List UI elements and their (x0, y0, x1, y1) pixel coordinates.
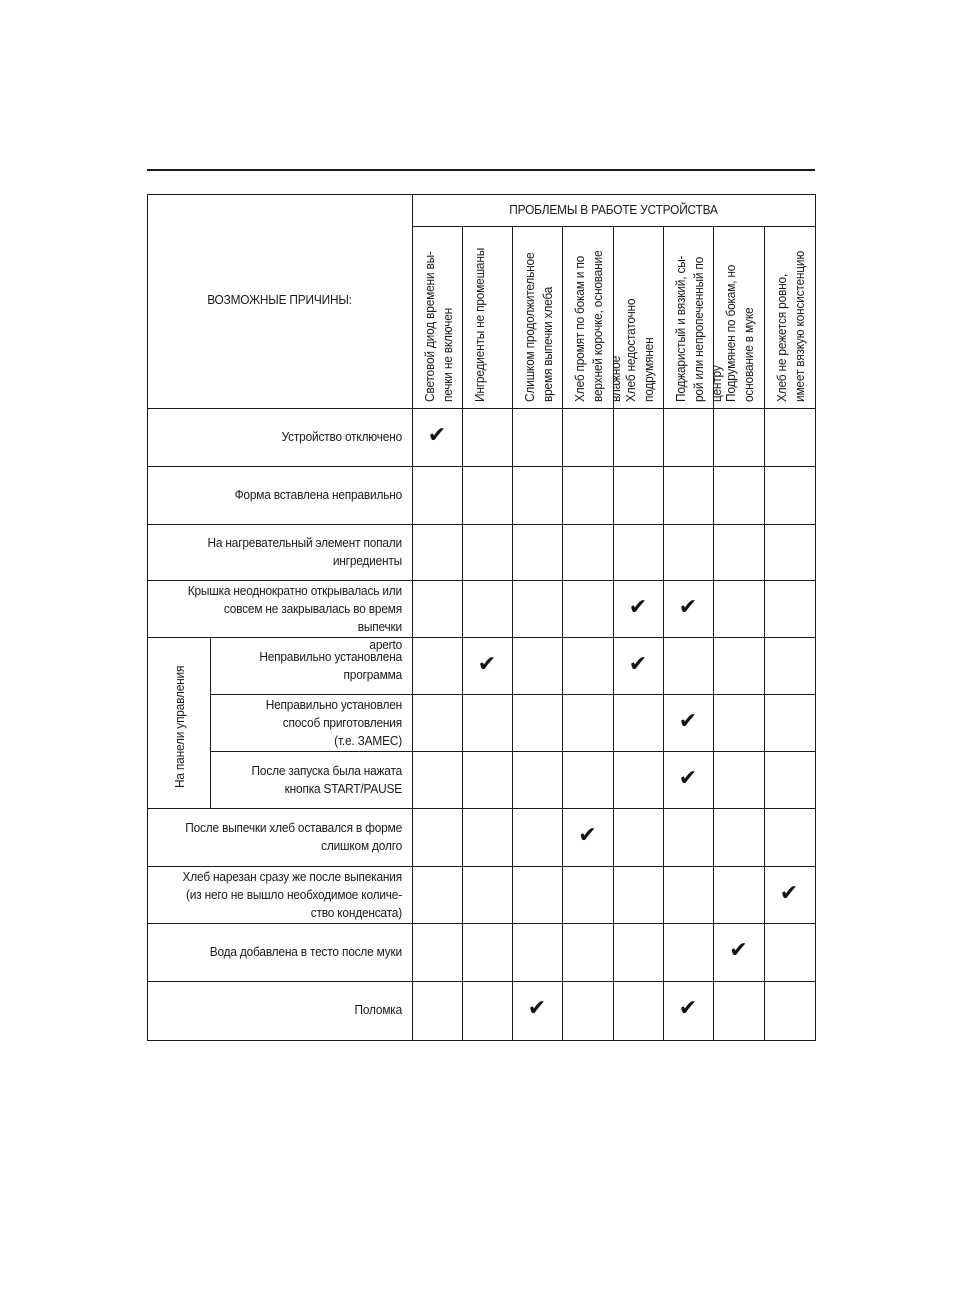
row-line (147, 408, 815, 409)
cause-label-line: ство конденсата) (310, 904, 402, 920)
column-line (764, 226, 765, 1040)
check-mark-icon: ✔ (628, 594, 648, 620)
cause-label-line: способ приготовления (282, 714, 402, 730)
problem-header-line: верхней корочке, основание (590, 250, 605, 402)
column-line (412, 194, 413, 1040)
check-mark-icon: ✔ (678, 594, 698, 620)
problem-header-line: Поджаристый и вязкий, сы- (673, 255, 688, 402)
problem-header-4 (571, 242, 625, 402)
cause-label (178, 943, 402, 961)
column-line (562, 226, 563, 1040)
problem-header-line: влажное (608, 356, 623, 402)
cause-label-line: кнопка START/PAUSE (284, 780, 402, 796)
problem-header-line: Подрумянен по бокам, но (723, 264, 738, 402)
check-mark-icon: ✔ (678, 996, 698, 1021)
problem-header-line: печки не включен (440, 307, 455, 402)
check-mark-icon: ✔ (628, 651, 648, 677)
table-border-left (147, 194, 148, 1041)
check-mark-icon: ✔ (527, 996, 547, 1021)
problem-header-6 (672, 242, 726, 402)
table-border-top (147, 194, 816, 195)
cause-label-line: слишком долго (321, 838, 402, 853)
check-mark-icon: ✔ (678, 765, 698, 791)
group-column-line (210, 637, 211, 808)
top-rule (147, 169, 815, 171)
cause-label-line: Устройство отключено (281, 429, 402, 444)
cause-label-line: совсем не закрывалась во время выпечки (223, 600, 402, 634)
problems-title: ПРОБЛЕМЫ В РАБОТЕ УСТРОЙСТВА (509, 202, 718, 217)
problem-header-7 (722, 242, 758, 402)
causes-title: ВОЗМОЖНЫЕ ПРИЧИНЫ: (207, 292, 352, 307)
column-line (512, 226, 513, 1040)
cause-label (235, 762, 402, 798)
problem-header-line: имеет вязкую консистенцию (792, 250, 807, 402)
cause-label (178, 534, 402, 570)
problem-header-2 (471, 242, 489, 402)
problem-header-line: основание в муке (741, 307, 756, 402)
problem-header-line: Ингредиенты не промешаны (472, 247, 487, 402)
column-line (663, 226, 664, 1040)
row-line (210, 751, 815, 752)
cause-label-line: Крышка неоднократно открывалась или (187, 582, 402, 598)
check-mark-icon: ✔ (477, 651, 497, 677)
problem-header-3 (521, 242, 557, 402)
check-mark-icon: ✔ (729, 938, 748, 963)
problem-header-line: подрумянен (641, 337, 656, 402)
problem-header-line: Световой диод времени вы- (422, 251, 437, 402)
table-border-right (815, 194, 816, 1041)
cause-label-line: После выпечки хлеб оставался в форме (185, 820, 402, 835)
check-mark-icon: ✔ (678, 708, 698, 734)
cause-label-line: Неправильно установлена (259, 648, 402, 664)
cause-label (178, 819, 402, 855)
cause-label-line: (из него не вышло необходимое количе- (185, 886, 402, 902)
cause-label-line: Форма вставлена неправильно (234, 487, 402, 502)
cause-label (235, 648, 402, 684)
check-mark-icon: ✔ (578, 823, 597, 848)
cause-label-line: ингредиенты (332, 553, 402, 568)
check-mark-icon: ✔ (779, 880, 799, 906)
row-line (147, 808, 815, 809)
problem-header-5 (622, 242, 658, 402)
cause-label-line: aperto (369, 636, 402, 652)
cause-label-line: Поломка (354, 1002, 402, 1017)
problem-header-line: Слишком продолжительное (522, 252, 537, 402)
cause-label-line: (т.е. ЗАМЕС) (334, 732, 402, 748)
cause-label (178, 1001, 402, 1019)
cause-label-line: После запуска была нажата (251, 762, 402, 778)
problem-header-line: рой или непропеченный по (691, 256, 706, 402)
cause-label-line: Хлеб нарезан сразу же после выпекания (182, 868, 402, 884)
cause-label-line: На нагревательный элемент попали (207, 535, 402, 550)
problem-header-1 (421, 242, 457, 402)
group-label: На панели управления (172, 665, 187, 788)
table-border-bottom (147, 1040, 816, 1041)
cause-label-line: Неправильно установлен (265, 696, 402, 712)
troubleshooting-table (147, 194, 815, 1040)
row-line (147, 524, 815, 525)
cause-label (178, 428, 402, 446)
cause-label-line: Вода добавлена в тесто после муки (209, 944, 402, 959)
row-line (147, 981, 815, 982)
check-mark-icon: ✔ (427, 423, 447, 448)
problem-header-line: Хлеб недостаточно (623, 298, 638, 402)
cause-label (235, 696, 402, 750)
cause-label (178, 868, 402, 922)
row-line (147, 923, 815, 924)
problem-header-line: время выпечки хлеба (540, 286, 555, 402)
column-line (462, 226, 463, 1040)
problem-header-line: центру (709, 365, 724, 402)
row-line (147, 466, 815, 467)
problem-header-line: Хлеб не режется ровно, (774, 273, 789, 402)
problem-header-8 (773, 242, 809, 402)
cause-label (178, 486, 402, 504)
cause-label (178, 582, 402, 654)
cause-label-line: программа (343, 666, 402, 682)
problem-header-line: Хлеб промят по бокам и по (572, 255, 587, 402)
